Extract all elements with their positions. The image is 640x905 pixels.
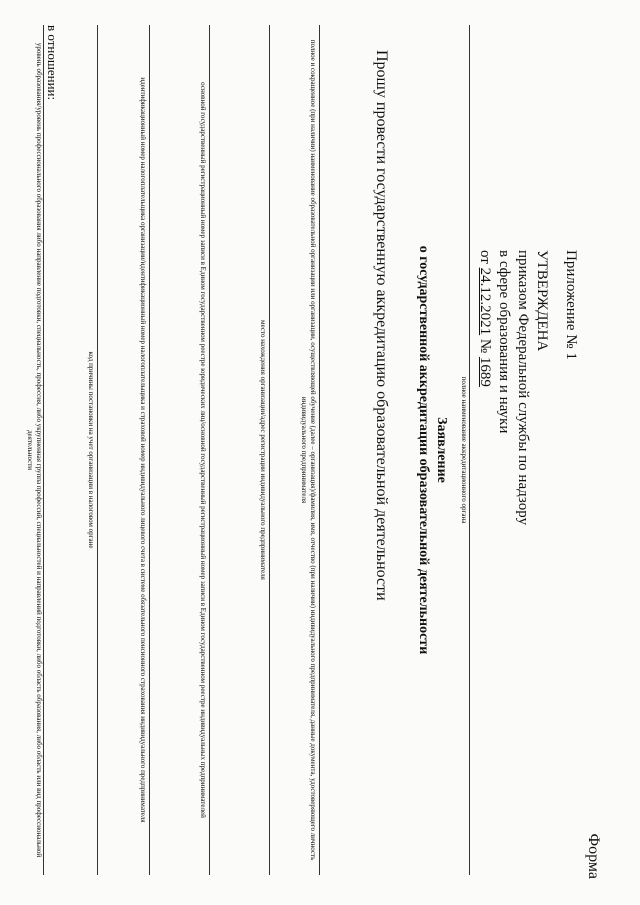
approval-block bbox=[475, 250, 580, 525]
order-number: 1689 bbox=[477, 356, 493, 387]
appendix-number: Приложение № 1 bbox=[563, 250, 579, 360]
in-relation-label: в отношении: bbox=[45, 25, 60, 101]
order-date-line bbox=[475, 250, 494, 525]
field-address[interactable] bbox=[258, 25, 270, 875]
field-caption: уровень образования/уровень профессионального образования либо направление подготовки, специальность, профессия, либо укрупненная группа профессий, специальностей и направлений подготовки, либо область образования, либо область или вид профессиональной деятельности bbox=[26, 42, 43, 858]
form-label: Форма bbox=[585, 833, 602, 879]
title-line-2: о государственной аккредитации образовательной деятельности bbox=[416, 245, 431, 655]
field-education-level[interactable] bbox=[25, 25, 44, 875]
order-line-2: в сфере образования и науки bbox=[496, 250, 512, 434]
field-caption: идентификационный номер налогоплательщика организации/идентификационный номер налогоплательщика и страховой номер индивидуального лицевого счета в системе обязательного пенсионного страхования индивидуального предпринимателя bbox=[139, 77, 147, 823]
field-caption: основной государственный регистрационный номер записи в Едином государственном реестре юридических лиц/основной государственный регистрационный номер записи в Едином государственном реестре индивидуальных предпринимателей bbox=[199, 82, 207, 818]
field-kpp[interactable] bbox=[86, 25, 98, 875]
organ-line[interactable] bbox=[469, 25, 470, 875]
field-inn[interactable] bbox=[138, 25, 150, 875]
field-caption: код причины постановки на учет организации в налоговом органе bbox=[87, 351, 95, 549]
field-caption: место нахождения организации/адрес регистрации индивидуального предпринимателя bbox=[259, 320, 267, 580]
approved-label: УТВЕРЖДЕНА bbox=[534, 250, 550, 352]
date-prefix: от bbox=[477, 250, 493, 264]
organ-caption: полное наименование аккредитационного органа bbox=[460, 376, 468, 524]
rotated-form bbox=[20, 15, 620, 885]
document-title bbox=[414, 25, 450, 875]
order-date: 24.12.2021 bbox=[477, 267, 493, 336]
number-prefix: № bbox=[477, 338, 493, 354]
field-caption: полное и сокращенное (при наличии) наименование образовательной организации или организации, осуществляющей обучение (далее – организация)/фамилия, имя, отчество (при наличии) индивидуального предпринимателя, данные документа, удостоверяющего личность индивидуального предпринимателя bbox=[300, 39, 317, 861]
title-line-1: Заявление bbox=[434, 417, 449, 483]
order-line-1: приказом Федеральной службы по надзору bbox=[515, 250, 531, 526]
field-organization-name[interactable] bbox=[299, 25, 320, 875]
request-text: Прошу провести государственную аккредитацию образовательной деятельности bbox=[373, 50, 390, 601]
field-ogrn[interactable] bbox=[198, 25, 210, 875]
